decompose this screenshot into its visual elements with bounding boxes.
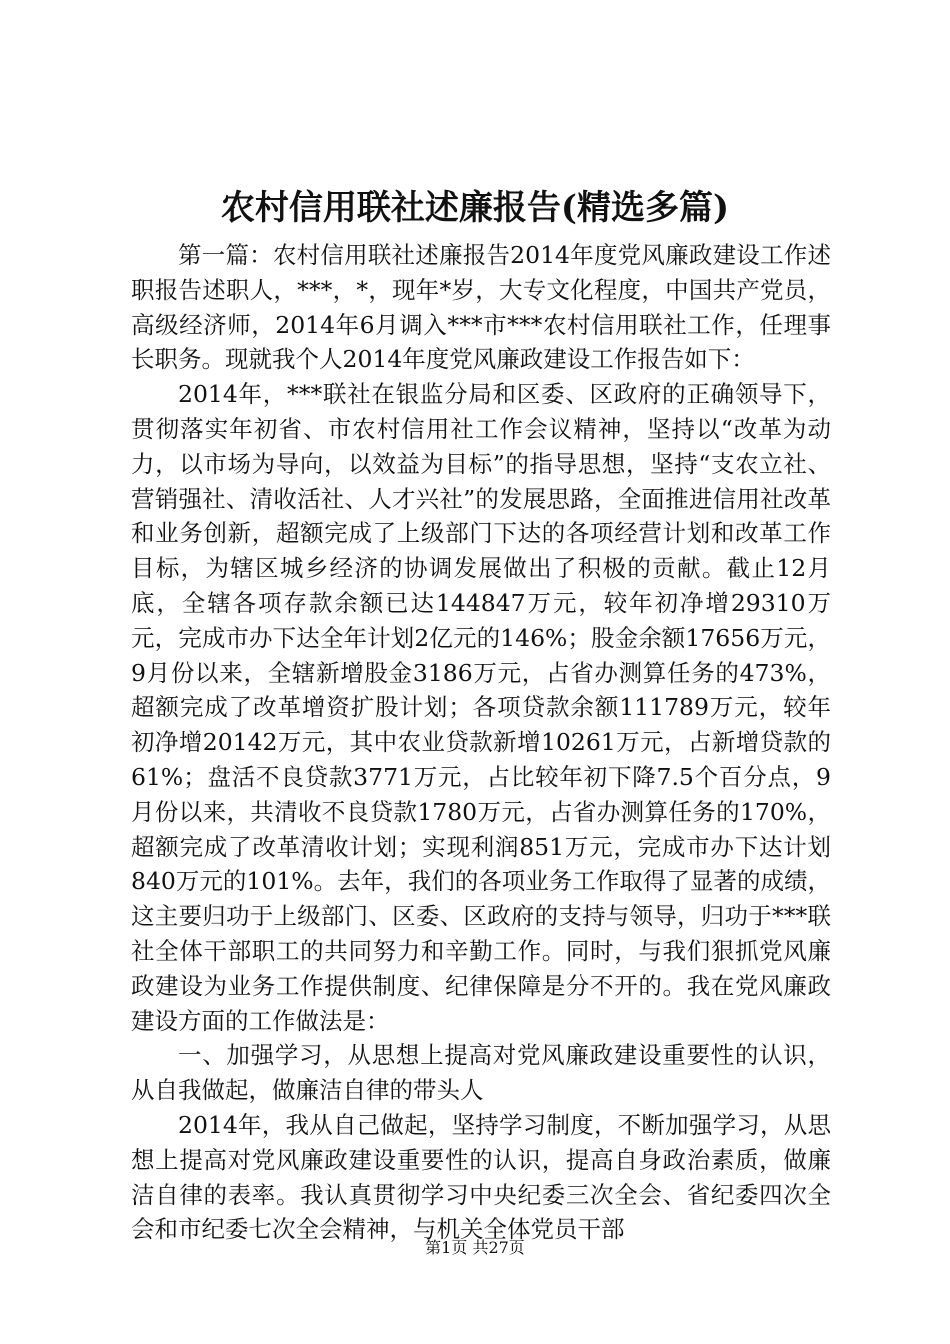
section-heading: 一、加强学习，从思想上提高对党风廉政建设重要性的认识，从自我做起，做廉洁自律的带头人: [131, 1041, 831, 1105]
paragraph: 2014年，我从自己做起，坚持学习制度，不断加强学习，从思想上提高对党风廉政建设重要性的认识，提高自身政治素质，做廉洁自律的表率。我认真贯彻学习中央纪委三次全会、省纪委四次全会和市纪委七次全会精神，与机关全体党员干部: [131, 1110, 831, 1244]
page-footer: 第1页 共27页: [425, 1238, 525, 1257]
document-body: [131, 238, 831, 1247]
paragraph: 第一篇：农村信用联社述廉报告2014年度党风廉政建设工作述职报告述职人，***，*，现年*岁，大专文化程度，中国共产党员，高级经济师，2014年6月调入***市***农村信用联社工作，任理事长职务。现就我个人2014年度党风廉政建设工作报告如下：: [131, 241, 831, 374]
document-title: 农村信用联社述廉报告(精选多篇): [220, 188, 730, 228]
paragraph: 2014年，***联社在银监分局和区委、区政府的正确领导下，贯彻落实年初省、市农村信用社工作会议精神，坚持以“改革为动力，以市场为导向，以效益为目标”的指导思想，坚持“支农立社、营销强社、清收活社、人才兴社”的发展思路，全面推进信用社改革和业务创新，超额完成了上级部门下达的各项经营计划和改革工作目标，为辖区城乡经济的协调发展做出了积极的贡献。截止12月底，全辖各项存款余额已达144847万元，较年初净增29310万元，完成市办下达全年计划2亿元的146%；股金余额17656万元，9月份以来，全辖新增股金3186万元，占省办测算任务的473%，超额完成了改革增资扩股计划；各项贷款余额111789万元，较年初净增20142万元，其中农业贷款新增10261万元，占新增贷款的61%；盘活不良贷款3771万元，占比较年初下降7.5个百分点，9月份以来，共清收不良贷款1780万元，占省办测算任务的170%，超额完成了改革清收计划；实现利润851万元，完成市办下达计划840万元的101%。去年，我们的各项业务工作取得了显著的成绩，这主要归功于上级部门、区委、区政府的支持与领导，归功于***联社全体干部职工的共同努力和辛勤工作。同时，与我们狠抓党风廉政建设为业务工作提供制度、纪律保障是分不开的。我在党风廉政建设方面的工作做法是：: [131, 380, 831, 1035]
